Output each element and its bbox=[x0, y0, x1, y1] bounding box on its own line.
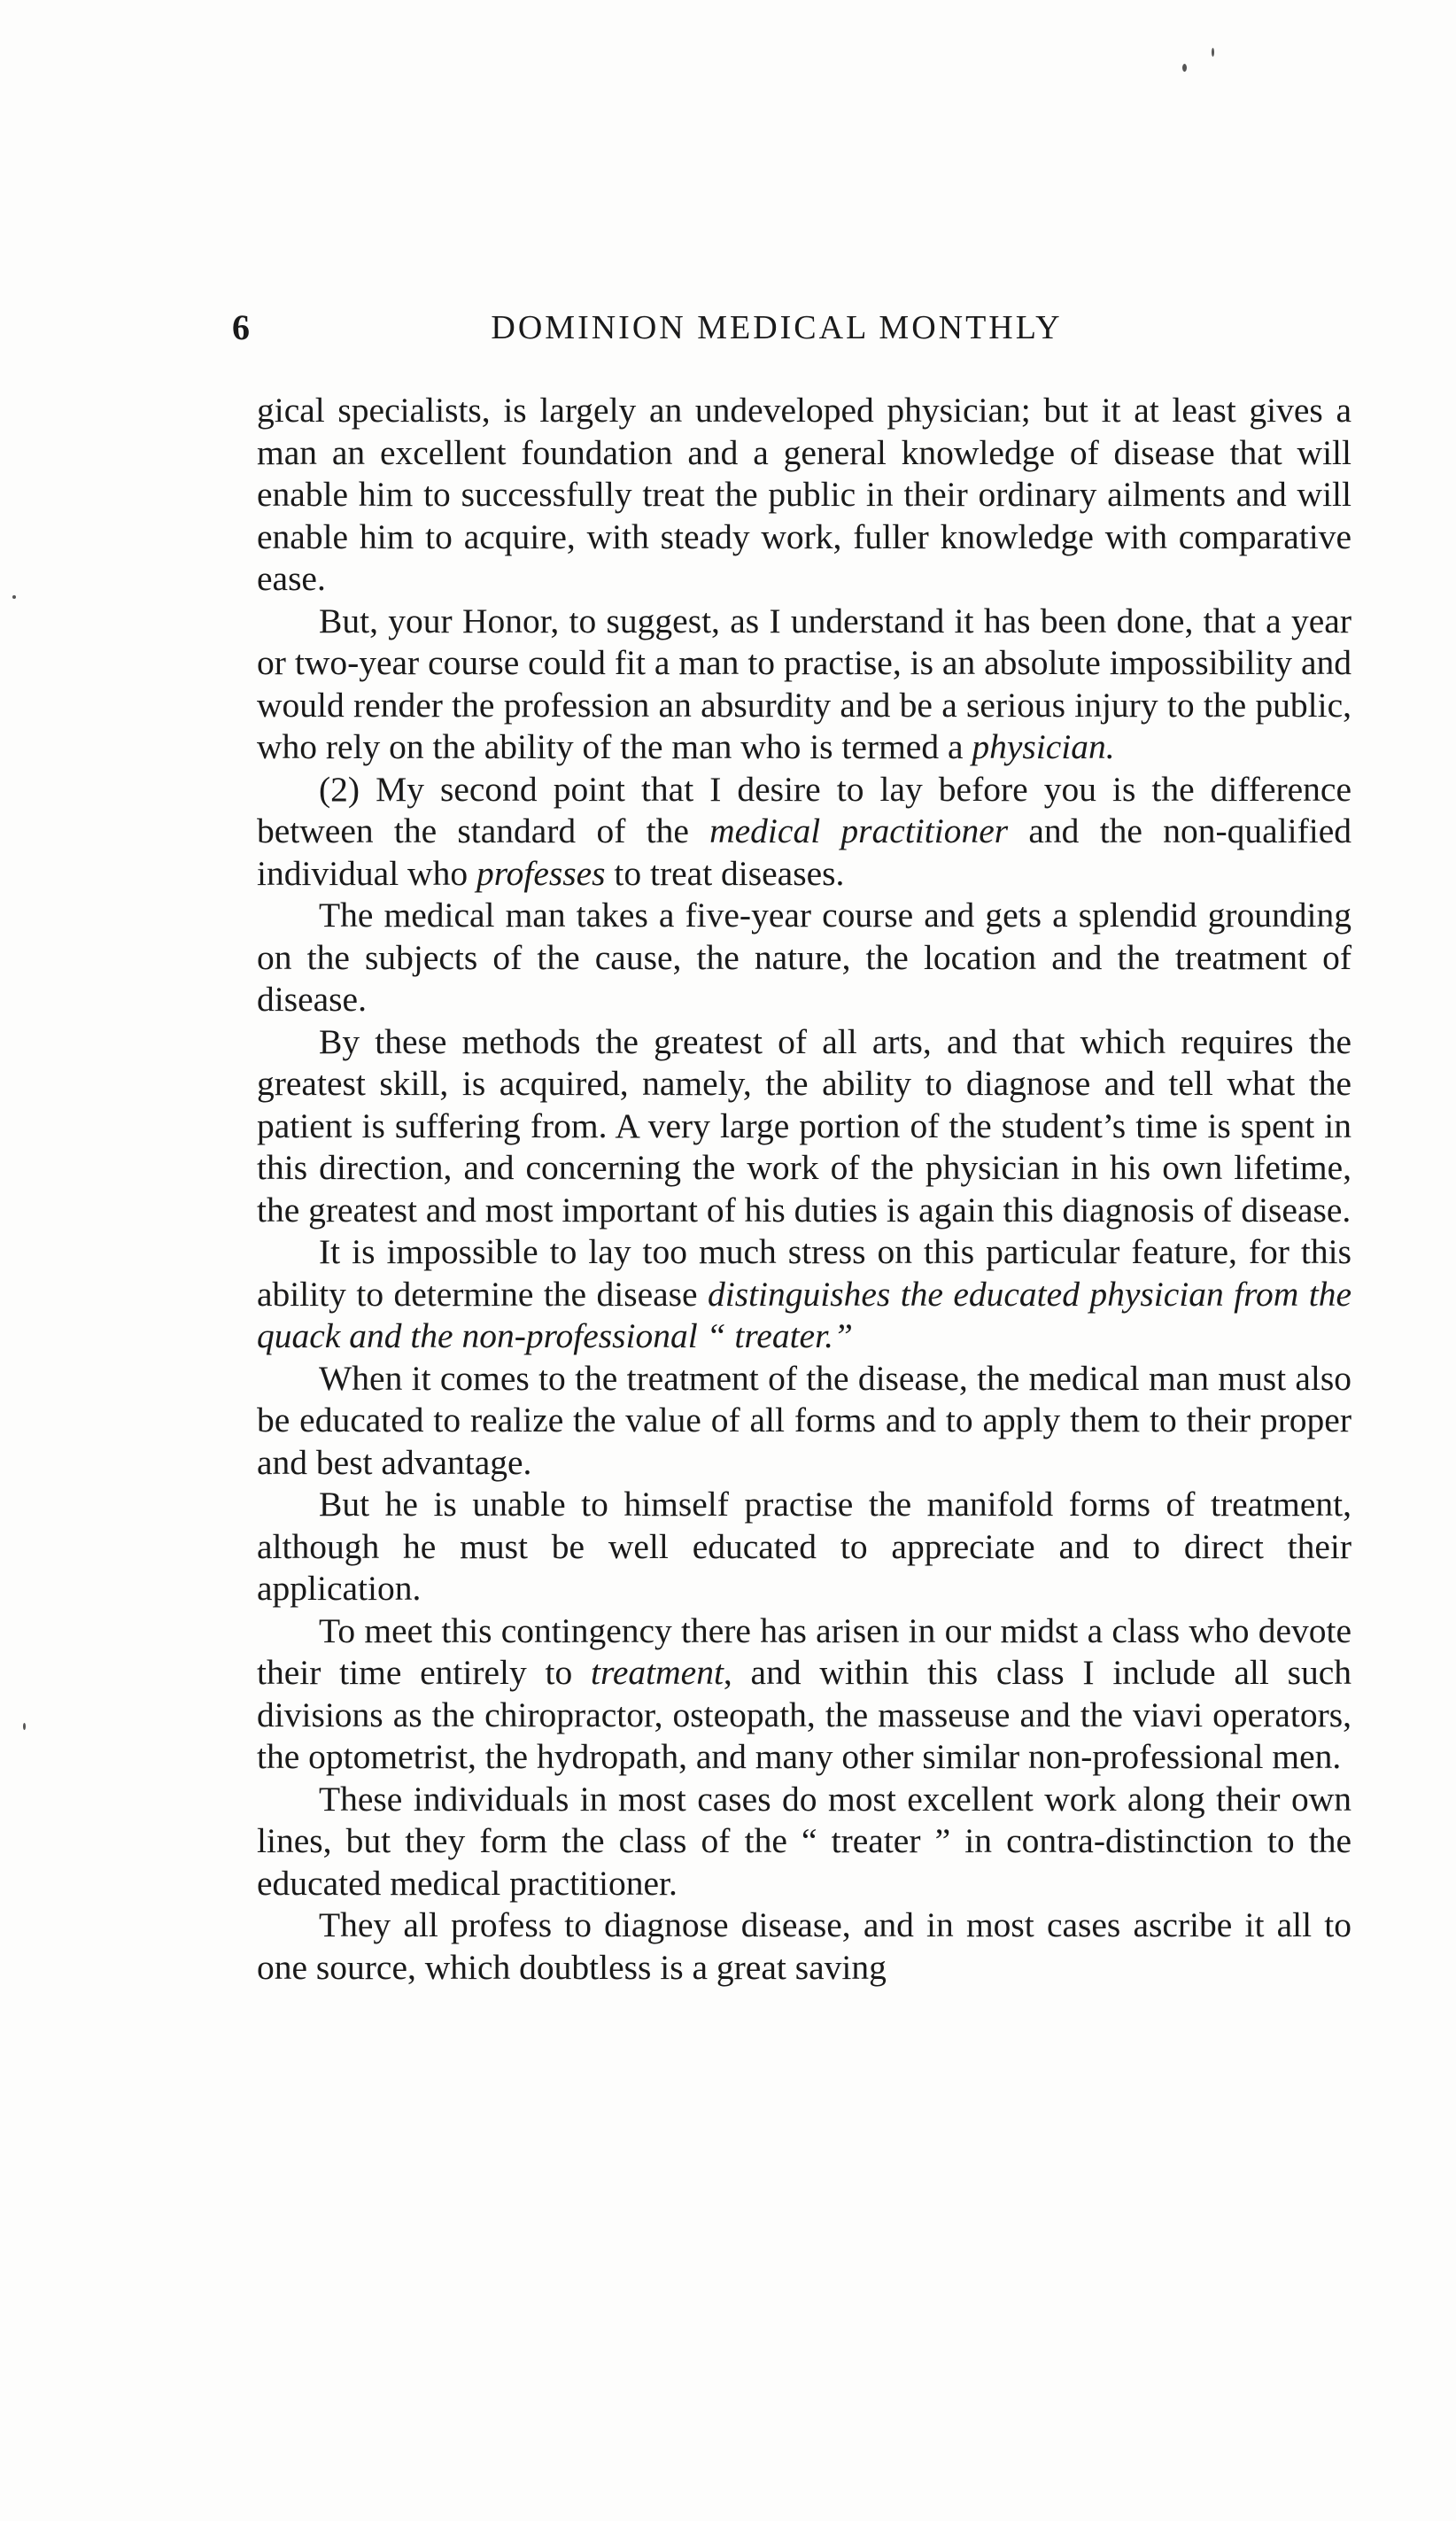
paragraph bbox=[257, 390, 1351, 601]
scan-speck bbox=[12, 595, 16, 599]
text-run: and the non-qualified individual who bbox=[257, 811, 1351, 893]
text-run: (2) My second point that I desire to lay before you is the difference between the standard of the bbox=[257, 769, 1351, 850]
text-run: By these methods the greatest of all arts, and that which requires the greatest skill, is acquired, namely, the ability to diagnose and tell what the patient is suffering from. A very large portion of the student’s time is spent in this direction, and concerning the work of the physician in his own lifetime, the greatest and most important of his duties is again this diagnosis of disease. bbox=[257, 1021, 1351, 1229]
body-text bbox=[257, 390, 1351, 1989]
text-run: To meet this contingency there has arisen in our midst a class who devote their time entirely to bbox=[257, 1610, 1351, 1692]
text-run: But, your Honor, to suggest, as I understand it has been done, that a year or two-year course could fit a man to practise, is an absolute impossibility and would render the profession an absurdity and be a serious injury to the public, who rely on the ability of the man who is termed a bbox=[257, 601, 1351, 766]
italic-text: physician. bbox=[972, 727, 1115, 766]
text-run: to treat diseases. bbox=[605, 853, 845, 893]
paragraph bbox=[257, 895, 1351, 1021]
text-run: But he is unable to himself practise the manifold forms of treatment, although he must be well educated to appreciate and to direct their application. bbox=[257, 1485, 1351, 1608]
paragraph bbox=[257, 1021, 1351, 1232]
paragraph bbox=[257, 601, 1351, 769]
text-run: They all profess to diagnose disease, and in most cases ascribe it all to one source, which doubtless is a great saving bbox=[257, 1905, 1351, 1987]
italic-text: treatment bbox=[591, 1653, 724, 1692]
italic-text: distinguishes the educated physician from the quack and the non-professional “ treater.” bbox=[257, 1274, 1351, 1355]
page-header bbox=[232, 301, 1321, 354]
scan-speck bbox=[23, 1723, 26, 1730]
text-run: The medical man takes a five-year course and gets a splendid grounding on the subjects of the cause, the nature, the location and the treatment of disease. bbox=[257, 896, 1351, 1019]
paragraph bbox=[257, 1610, 1351, 1779]
page-number: 6 bbox=[232, 307, 251, 347]
paragraph bbox=[257, 769, 1351, 896]
paragraph bbox=[257, 1779, 1351, 1905]
paragraph bbox=[257, 1358, 1351, 1485]
text-run: These individuals in most cases do most excellent work along their own lines, but they form the class of the “ treater ” in contra-distinction to the educated medical practitioner. bbox=[257, 1779, 1351, 1903]
text-run: When it comes to the treatment of the disease, the medical man must also be educated to realize the value of all forms and to apply them to their proper and best advantage. bbox=[257, 1358, 1351, 1482]
text-run: It is impossible to lay too much stress on this particular feature, for this ability to determine the disease bbox=[257, 1232, 1351, 1314]
paragraph bbox=[257, 1904, 1351, 1989]
italic-text: medical practitioner bbox=[709, 811, 1009, 850]
text-run: , and within this class I include all such divisions as the chiropractor, osteopath, the masseuse and the viavi operators, the optometrist, the hydropath, and many other similar non-professional men. bbox=[257, 1653, 1351, 1776]
scan-speck bbox=[1212, 48, 1214, 57]
italic-text: professes bbox=[476, 853, 606, 893]
text-run: gical specialists, is largely an undeveloped physician; but it at least gives a man an excellent foundation and a general knowledge of disease that will enable him to successfully treat the public in their ordinary ailments and will enable him to acquire, with steady work, fuller knowledge with comparative ease. bbox=[257, 391, 1351, 598]
paragraph bbox=[257, 1231, 1351, 1358]
paragraph bbox=[257, 1484, 1351, 1610]
running-title: DOMINION MEDICAL MONTHLY bbox=[491, 309, 1063, 346]
scan-speck bbox=[1182, 64, 1187, 72]
